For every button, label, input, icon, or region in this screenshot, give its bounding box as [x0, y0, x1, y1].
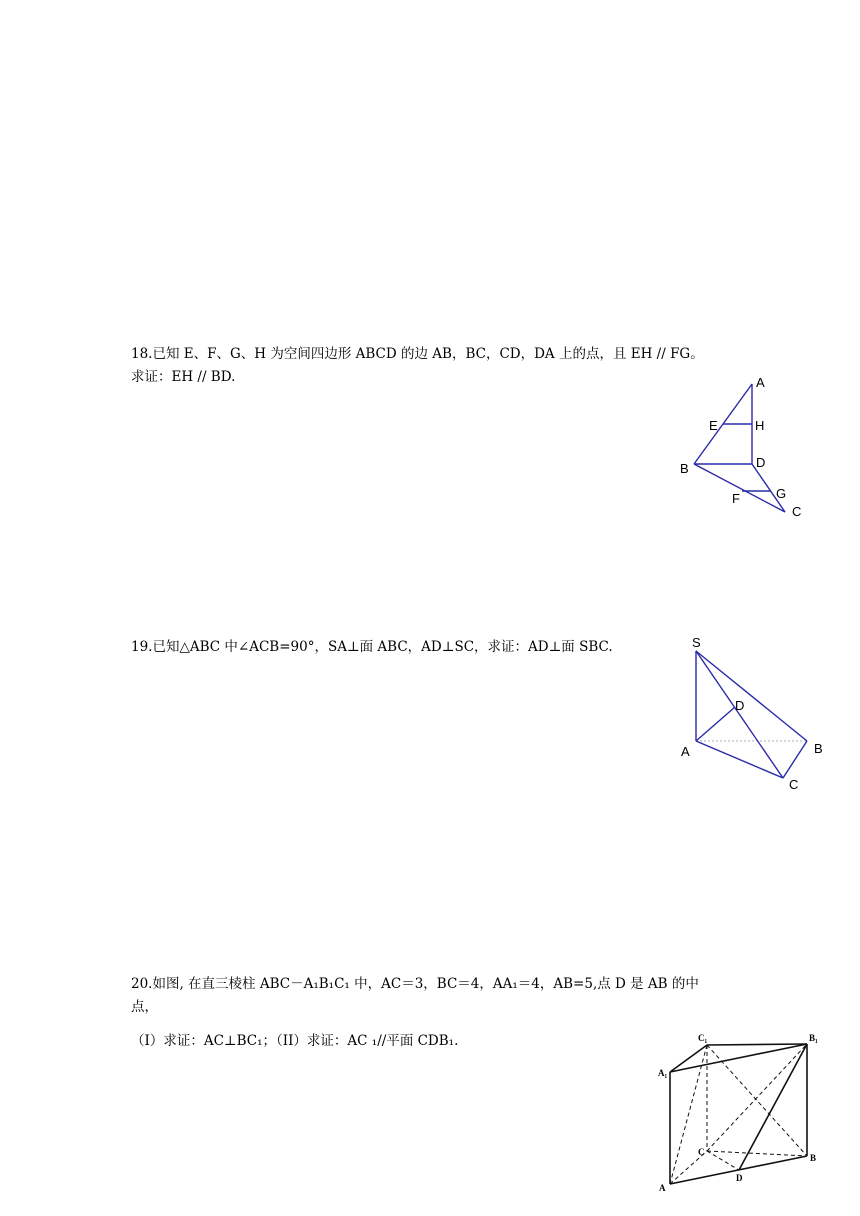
segment-AD [696, 707, 735, 741]
problem-20-statement: 20.如图, 在直三棱柱 ABC－A₁B₁C₁ 中，AC＝3，BC＝4，AA₁＝4，AB=5,点 D 是 AB 的中 [131, 976, 699, 992]
edge-A1B1 [670, 1044, 807, 1072]
problem-20-statement-cont: 点， [131, 999, 158, 1015]
edge-SB [696, 651, 807, 741]
segment-CD [707, 1151, 739, 1170]
label-B1: B₁ [809, 1033, 818, 1043]
problem-18-statement: 18.已知 E、F、G、H 为空间四边形 ABCD 的边 AB，BC，CD，DA 上的点，且 EH // FG。 [131, 346, 704, 362]
label-A: A [659, 1183, 666, 1193]
segment-CB1 [707, 1044, 807, 1151]
label-C1: C₁ [698, 1033, 708, 1043]
problem-18-prove: 求证：EH // BD. [131, 369, 236, 385]
label-B: B [810, 1153, 817, 1163]
label-C: C [789, 777, 799, 792]
label-D: D [736, 1173, 743, 1183]
problem-19-statement: 19.已知△ABC 中∠ACB=90°，SA⊥面 ABC，AD⊥SC，求证：AD⊥面 SBC. [131, 639, 613, 655]
problem-18-figure [670, 370, 810, 525]
label-B: B [814, 741, 823, 756]
edge-CB [783, 741, 807, 778]
label-D: D [756, 455, 766, 470]
problem-20-figure [650, 1028, 830, 1198]
edge-C1B1 [707, 1044, 807, 1045]
label-B: B [680, 461, 689, 476]
problem-19-figure [670, 630, 830, 795]
label-H: H [755, 418, 765, 433]
label-D: D [735, 698, 745, 713]
label-C: C [698, 1147, 705, 1157]
label-G: G [776, 486, 787, 501]
label-S: S [692, 635, 701, 650]
edge-CB [707, 1151, 807, 1156]
segment-AC1 [670, 1045, 707, 1184]
problem-20-questions: （I）求证：AC⊥BC₁；（II）求证：AC ₁//平面 CDB₁. [131, 1033, 459, 1049]
segment-C1B [707, 1045, 807, 1156]
label-F: F [732, 491, 740, 506]
label-E: E [709, 418, 718, 433]
label-A: A [756, 375, 765, 390]
segment-B1D [739, 1044, 807, 1170]
label-C: C [792, 504, 802, 519]
label-A1: A₁ [658, 1068, 668, 1078]
label-A: A [681, 744, 690, 759]
